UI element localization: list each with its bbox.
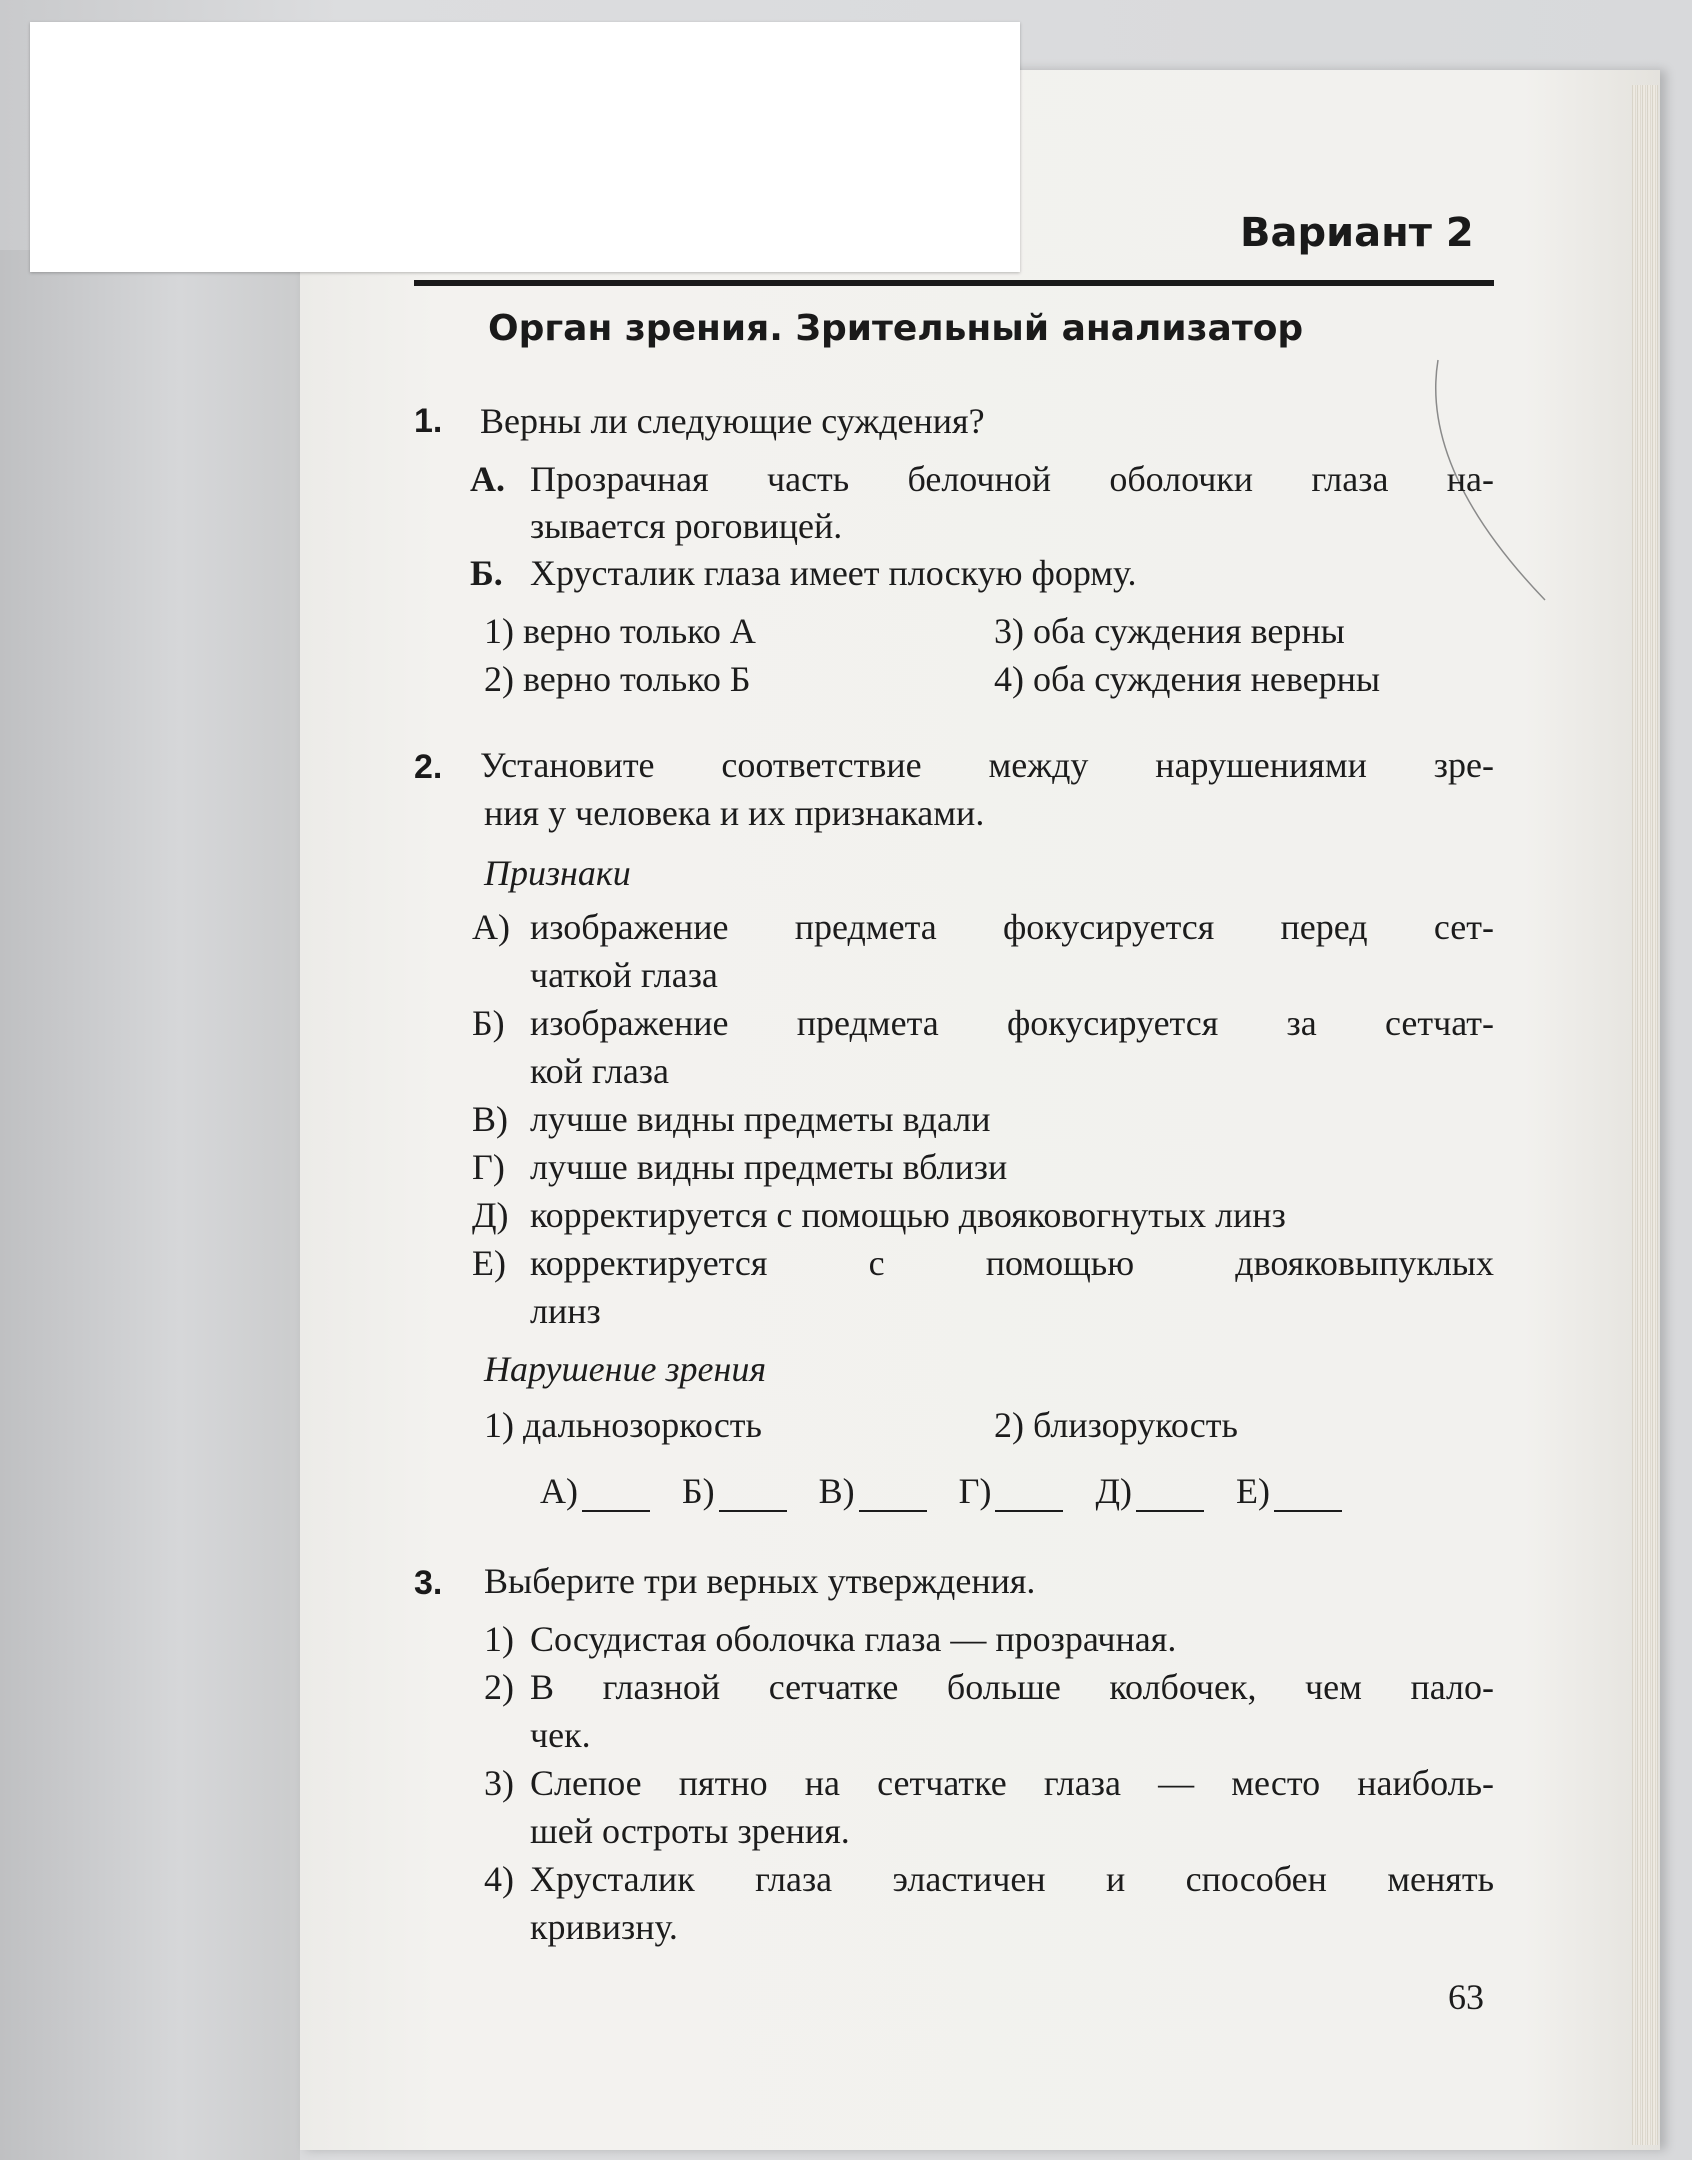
- question-3-text: Выберите три верных утверждения.: [484, 1561, 1036, 1601]
- answer-row: [540, 1470, 1460, 1512]
- q3-item-1-text: Сосудистая оболочка глаза — прозрачная.: [530, 1619, 1177, 1659]
- question-1-text: Верны ли следующие суждения?: [480, 401, 985, 441]
- question-2-line-2: ния у человека и их признаками.: [484, 793, 985, 833]
- sign-a-line-1: изображение предмета фокусируется перед сет-: [530, 907, 1494, 947]
- sign-v-text: лучше видны предметы вдали: [530, 1099, 991, 1139]
- statement-b-text: Хрусталик глаза имеет плоскую форму.: [530, 553, 1137, 593]
- sign-a-letter: А): [472, 907, 510, 947]
- sign-e-line-1: корректируется с помощью двояковыпуклых: [530, 1243, 1494, 1283]
- q3-item-2-line-2: чек.: [530, 1715, 591, 1755]
- q1-option-4: 4) оба суждения неверны: [994, 659, 1381, 699]
- q3-item-2-line-1: В глазной сетчатке больше колбочек, чем пало-: [530, 1667, 1494, 1707]
- statement-a-line-2: зывается роговицей.: [530, 506, 843, 546]
- answer-blank[interactable]: [1274, 1478, 1342, 1512]
- q3-item-3-line-2: шей остроты зрения.: [530, 1811, 850, 1851]
- question-2-line-1: Установите соответствие между нарушениями зре-: [480, 745, 1494, 785]
- statement-a-line-1: Прозрачная часть белочной оболочки глаза на-: [530, 459, 1494, 499]
- answer-letter: Б): [682, 1471, 715, 1511]
- disorder-1: 1) дальнозоркость: [484, 1405, 762, 1445]
- answer-blank[interactable]: [995, 1478, 1063, 1512]
- answer-slot-v[interactable]: [819, 1470, 927, 1512]
- sign-b-letter: Б): [472, 1003, 505, 1043]
- answer-blank[interactable]: [719, 1478, 787, 1512]
- sign-a-line-2: чаткой глаза: [530, 955, 718, 995]
- page-title: Орган зрения. Зрительный анализатор: [488, 308, 1304, 349]
- q3-item-1-number: 1): [484, 1619, 514, 1659]
- answer-slot-a[interactable]: [540, 1470, 650, 1512]
- answer-letter: Д): [1095, 1471, 1133, 1511]
- q3-item-4-number: 4): [484, 1859, 514, 1899]
- q3-item-4-line-2: кривизну.: [530, 1907, 678, 1947]
- statement-b-letter: Б.: [470, 553, 503, 593]
- answer-slot-e[interactable]: [1236, 1470, 1342, 1512]
- q3-item-4-line-1: Хрусталик глаза эластичен и способен менять: [530, 1859, 1494, 1899]
- answer-letter: В): [818, 1471, 855, 1511]
- sign-e-line-2: линз: [530, 1291, 601, 1331]
- sign-g-letter: Г): [472, 1147, 505, 1187]
- sign-g-text: лучше видны предметы вблизи: [530, 1147, 1008, 1187]
- answer-blank[interactable]: [1136, 1478, 1204, 1512]
- answer-slot-d[interactable]: [1095, 1470, 1204, 1512]
- answer-slot-g[interactable]: [959, 1470, 1064, 1512]
- q3-item-3-number: 3): [484, 1763, 514, 1803]
- answer-blank[interactable]: [582, 1478, 650, 1512]
- sign-d-text: корректируется с помощью двояковогнутых линз: [530, 1195, 1286, 1235]
- answer-blank[interactable]: [859, 1478, 927, 1512]
- sign-d-letter: Д): [472, 1195, 509, 1235]
- q1-option-1: 1) верно только А: [484, 611, 756, 651]
- sign-v-letter: В): [472, 1099, 508, 1139]
- answer-letter: Г): [958, 1471, 992, 1511]
- sign-b-line-1: изображение предмета фокусируется за сетчат-: [530, 1003, 1494, 1043]
- q1-option-3: 3) оба суждения верны: [994, 611, 1345, 651]
- signs-heading: Признаки: [484, 853, 631, 893]
- answer-letter: А): [540, 1471, 578, 1511]
- sign-e-letter: Е): [472, 1243, 506, 1283]
- answer-slot-b[interactable]: [682, 1470, 787, 1512]
- disorder-2: 2) близорукость: [994, 1405, 1238, 1445]
- q3-item-2-number: 2): [484, 1667, 514, 1707]
- page-number: 63: [1448, 1977, 1484, 2017]
- sign-b-line-2: кой глаза: [530, 1051, 670, 1091]
- disorders-heading: Нарушение зрения: [484, 1349, 767, 1389]
- variant-label: Вариант 2: [1240, 210, 1474, 256]
- answer-letter: Е): [1236, 1471, 1271, 1511]
- statement-a-letter: А.: [470, 459, 505, 499]
- question-1-number: 1.: [414, 402, 443, 440]
- q1-option-2: 2) верно только Б: [484, 659, 751, 699]
- question-3-number: 3.: [414, 1564, 443, 1602]
- book-spine-shadow: [0, 250, 300, 2160]
- question-2-number: 2.: [414, 748, 443, 786]
- page-edges: [1632, 85, 1658, 2145]
- header-rule: [414, 280, 1494, 286]
- white-cover-strip: [30, 22, 1020, 272]
- q3-item-3-line-1: Слепое пятно на сетчатке глаза — место наиболь-: [530, 1763, 1494, 1803]
